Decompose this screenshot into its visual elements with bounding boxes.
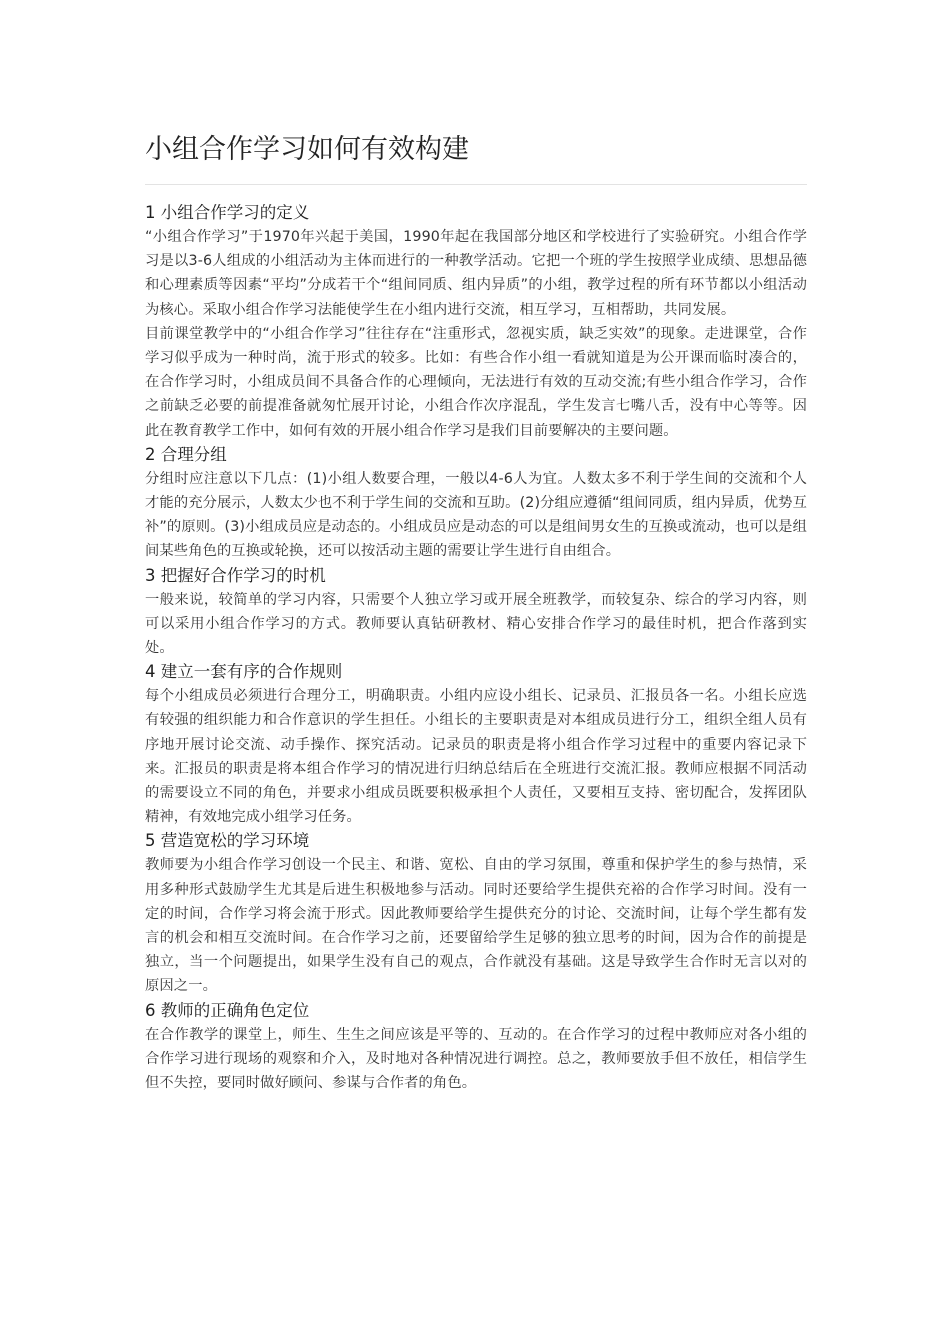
- section-rules: [145, 660, 807, 829]
- section-timing: [145, 564, 807, 661]
- document-title: 小组合作学习如何有效构建: [145, 128, 807, 185]
- paragraph: 教师要为小组合作学习创设一个民主、和谐、宽松、自由的学习氛围，尊重和保护学生的参与热情，采用多种形式鼓励学生尤其是后进生积极地参与活动。同时还要给学生提供充裕的合作学习时间。没有一定的时间，合作学习将会流于形式。因此教师要给学生提供充分的讨论、交流时间，让每个学生都有发言的机会和相互交流时间。在合作学习之前，还要留给学生足够的独立思考的时间，因为合作的前提是独立，当一个问题提出，如果学生没有自己的观点，合作就没有基础。这是导致学生合作时无言以对的原因之一。: [145, 857, 807, 995]
- document-page: [145, 128, 807, 1095]
- section-heading: 2 合理分组: [145, 444, 227, 464]
- paragraph: 分组时应注意以下几点：(1)小组人数要合理，一般以4-6人为宜。人数太多不利于学生间的交流和个人才能的充分展示，人数太少也不利于学生间的交流和互助。(2)分组应遵循“组间同质，组内异质，优势互补”的原则。(3)小组成员应是动态的。小组成员应是动态的可以是组间男女生的互换或流动，也可以是组间某些角色的互换或轮换，还可以按活动主题的需要让学生进行自由组合。: [145, 470, 807, 560]
- section-grouping: [145, 443, 807, 564]
- paragraph: “小组合作学习”于1970年兴起于美国，1990年起在我国部分地区和学校进行了实验研究。小组合作学习是以3-6人组成的小组活动为主体而进行的一种教学活动。它把一个班的学生按照学业成绩、思想品德和心理素质等因素“平均”分成若干个“组间同质、组内异质”的小组，教学过程的所有环节都以小组活动为核心。采取小组合作学习法能使学生在小组内进行交流，相互学习，互相帮助，共同发展。: [145, 229, 807, 318]
- section-heading: 1 小组合作学习的定义: [145, 203, 310, 222]
- section-environment: [145, 829, 807, 998]
- paragraph: 在合作教学的课堂上，师生、生生之间应该是平等的、互动的。在合作学习的过程中教师应对各小组的合作学习进行现场的观察和介入，及时地对各种情况进行调控。总之，教师要放手但不放任，相信学生但不失控，要同时做好顾问、参谋与合作者的角色。: [145, 1026, 807, 1092]
- section-heading: 4 建立一套有序的合作规则: [145, 662, 343, 682]
- paragraph: 每个小组成员必须进行合理分工，明确职责。小组内应设小组长、记录员、汇报员各一名。小组长应选有较强的组织能力和合作意识的学生担任。小组长的主要职责是对本组成员进行分工，组织全组人员有序地开展讨论交流、动手操作、探究活动。记录员的职责是将小组合作学习过程中的重要内容记录下来。汇报员的职责是将本组合作学习的情况进行归纳总结后在全班进行交流汇报。教师应根据不同活动的需要设立不同的角色，并要求小组成员既要积极承担个人责任，又要相互支持、密切配合，发挥团队精神，有效地完成小组学习任务。: [145, 688, 807, 826]
- paragraph: 目前课堂教学中的“小组合作学习”往往存在“注重形式，忽视实质，缺乏实效”的现象。走进课堂，合作学习似乎成为一种时尚，流于形式的较多。比如：有些合作小组一看就知道是为公开课而临时凑合的，在合作学习时，小组成员间不具备合作的心理倾向，无法进行有效的互动交流;有些小组合作学习，合作之前缺乏必要的前提准备就匆忙展开讨论，小组合作次序混乱，学生发言七嘴八舌，没有中心等等。因此在教育教学工作中，如何有效的开展小组合作学习是我们目前要解决的主要问题。: [145, 325, 807, 439]
- section-heading: 3 把握好合作学习的时机: [145, 565, 326, 585]
- document-content: [145, 201, 807, 1095]
- paragraph: 一般来说，较简单的学习内容，只需要个人独立学习或开展全班教学，而较复杂、综合的学习内容，则可以采用小组合作学习的方式。教师要认真钻研教材、精心安排合作学习的最佳时机，把合作落到实处。: [145, 591, 807, 657]
- section-teacher-role: [145, 999, 807, 1096]
- section-heading: 6 教师的正确角色定位: [145, 1000, 310, 1020]
- section-definition: [145, 201, 807, 443]
- section-heading: 5 营造宽松的学习环境: [145, 831, 310, 851]
